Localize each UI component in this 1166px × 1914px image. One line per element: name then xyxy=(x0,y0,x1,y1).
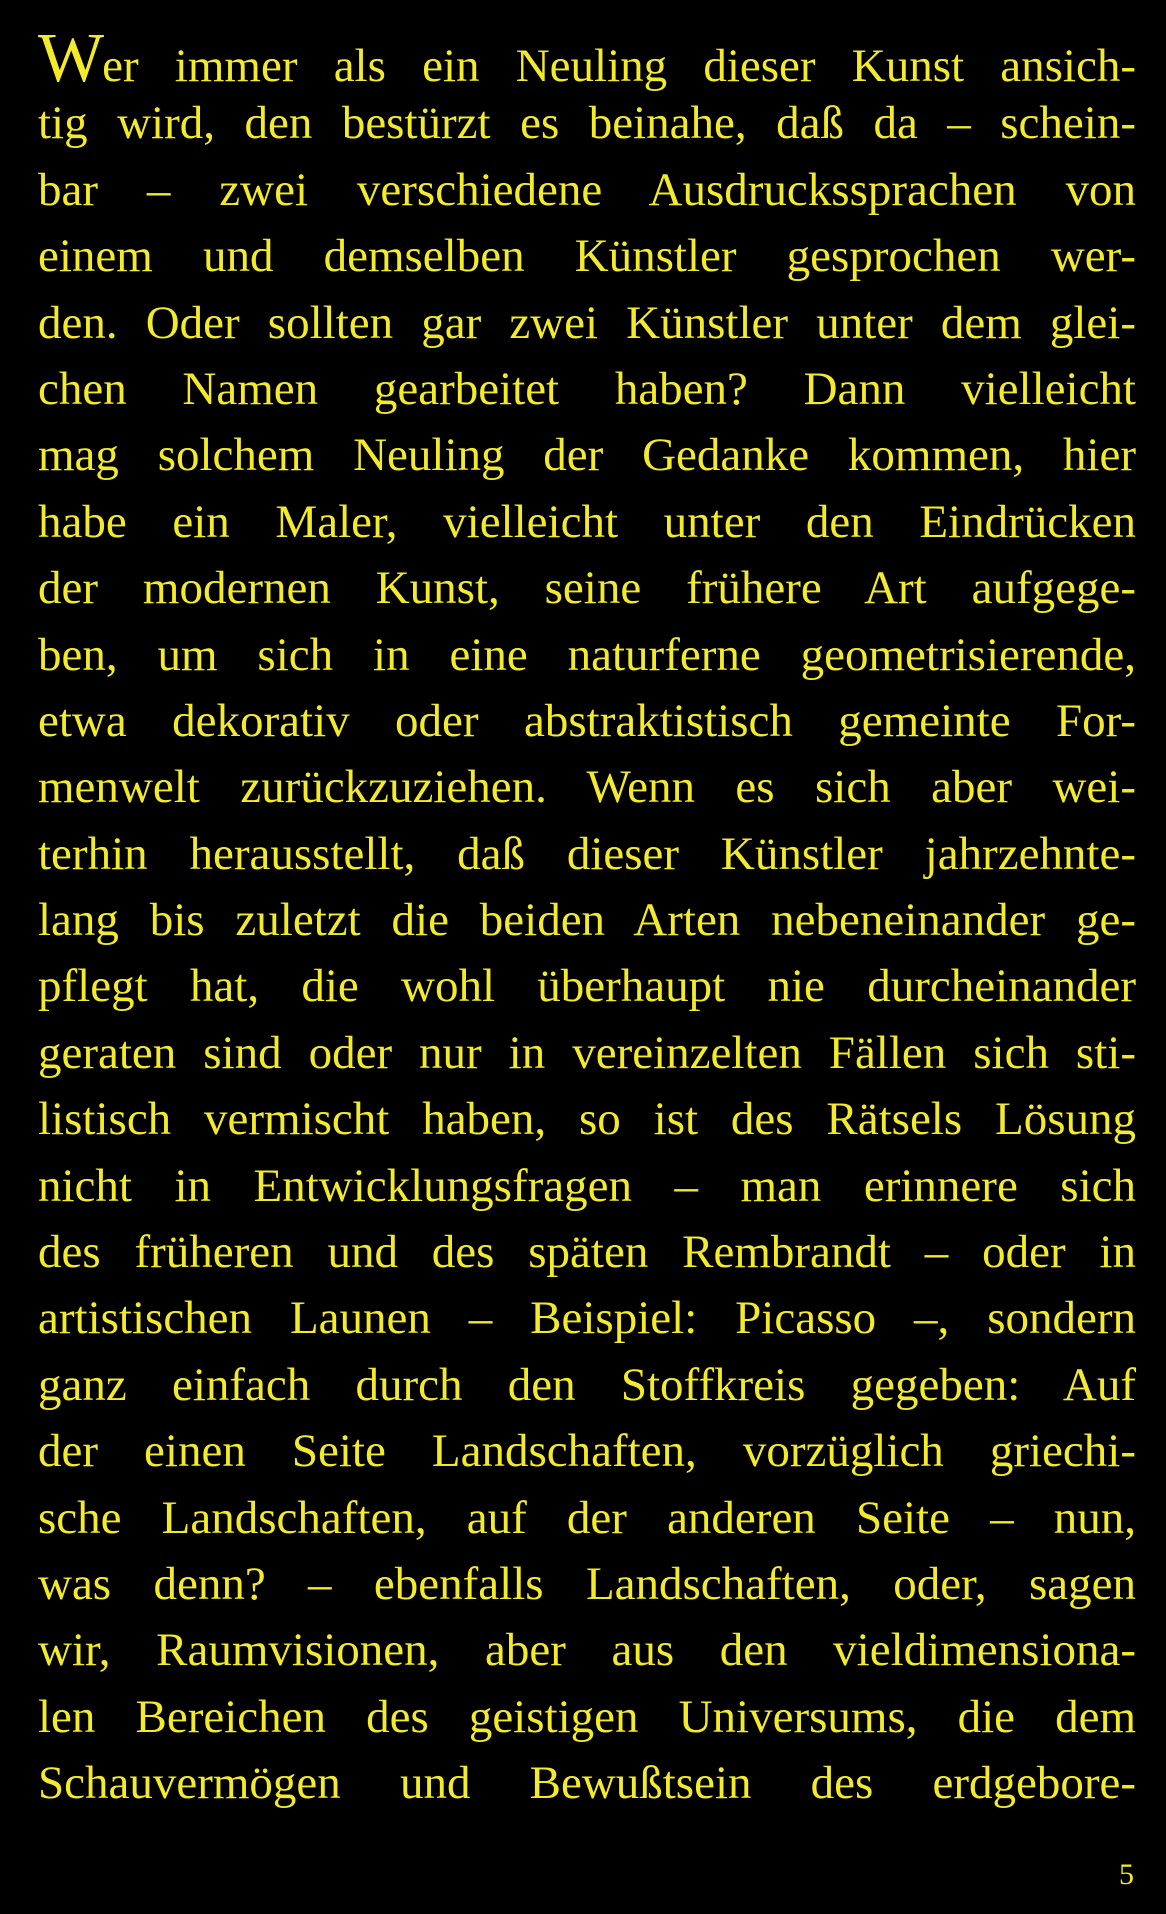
text-line: chen Namen gearbeitet haben? Dann vielleicht xyxy=(38,362,1136,415)
text-line: terhin herausstellt, daß dieser Künstler jahrzehnte- xyxy=(38,827,1136,880)
text-line: menwelt zurückzuziehen. Wenn es sich aber wei- xyxy=(38,761,1136,814)
text-line: sche Landschaften, auf der anderen Seite – nun, xyxy=(38,1491,1136,1544)
page-number: 5 xyxy=(1119,1858,1134,1891)
text-line: pflegt hat, die wohl überhaupt nie durcheinander xyxy=(38,960,1136,1013)
text-line: tig wird, den bestürzt es beinahe, daß da – schein- xyxy=(38,97,1136,150)
text-line: Schauvermögen und Bewußtsein des erdgebore- xyxy=(38,1757,1136,1810)
drop-cap: W xyxy=(38,20,103,97)
text-line: wir, Raumvisionen, aber aus den vieldimensiona- xyxy=(38,1624,1136,1677)
text-line: etwa dekorativ oder abstraktistisch gemeinte For- xyxy=(38,694,1136,747)
text-line: len Bereichen des geistigen Universums, die dem xyxy=(38,1690,1136,1743)
text-line: artistischen Launen – Beispiel: Picasso –, sondern xyxy=(38,1292,1136,1345)
text-line: listisch vermischt haben, so ist des Rätsels Lösung xyxy=(38,1093,1136,1146)
text-line: einem und demselben Künstler gesprochen wer- xyxy=(38,230,1136,283)
text-line: mag solchem Neuling der Gedanke kommen, hier xyxy=(38,429,1136,482)
text-line: bar – zwei verschiedene Ausdruckssprachen von xyxy=(38,163,1136,216)
text-line: ben, um sich in eine naturferne geometrisierende, xyxy=(38,628,1136,681)
text-line: lang bis zuletzt die beiden Arten nebeneinander ge- xyxy=(38,894,1136,947)
text-line: der modernen Kunst, seine frühere Art aufgege- xyxy=(38,562,1136,615)
text-line: was denn? – ebenfalls Landschaften, oder, sagen xyxy=(38,1557,1136,1610)
text-line: nicht in Entwicklungsfragen – man erinnere sich xyxy=(38,1159,1136,1212)
text-line: habe ein Maler, vielleicht unter den Eindrücken xyxy=(38,495,1136,548)
text-line xyxy=(38,20,1136,97)
text-line: geraten sind oder nur in vereinzelten Fällen sich sti- xyxy=(38,1026,1136,1079)
text-line: den. Oder sollten gar zwei Künstler unter dem glei- xyxy=(38,296,1136,349)
text-line-content: er immer als ein Neuling dieser Kunst ansich- xyxy=(102,40,1136,92)
body-text xyxy=(38,20,1136,1817)
text-line: der einen Seite Landschaften, vorzüglich griechi- xyxy=(38,1425,1136,1478)
text-line: ganz einfach durch den Stoffkreis gegeben: Auf xyxy=(38,1358,1136,1411)
text-line: des früheren und des späten Rembrandt – oder in xyxy=(38,1226,1136,1279)
